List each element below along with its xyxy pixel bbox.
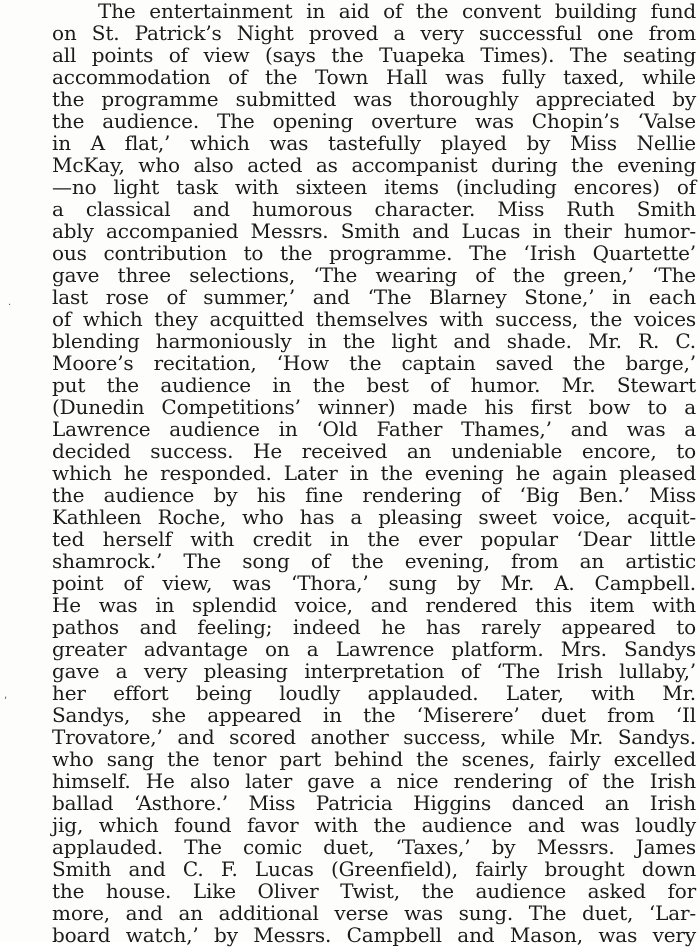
- article-text-line: of which they acquitted themselves with success, the voices: [52, 307, 696, 331]
- article-text-line: Trovatore,’ and scored another success, while Mr. Sandys.: [52, 725, 696, 749]
- article-text-line: Smith and C. F. Lucas (Greenfield), fairly brought down: [52, 857, 696, 881]
- article-text-line: gave three selections, ‘The wearing of the green,’ ‘The: [52, 263, 696, 287]
- article-text-line: the house. Like Oliver Twist, the audience asked for: [52, 879, 696, 903]
- article-text-line: the audience. The opening overture was Chopin’s ‘Valse: [52, 109, 696, 133]
- article-text-line: He was in splendid voice, and rendered this item with: [52, 593, 696, 617]
- article-text-line: in A flat,’ which was tastefully played by Miss Nellie: [52, 131, 696, 155]
- article-text-line: blending harmoniously in the light and shade. Mr. R. C.: [52, 329, 696, 353]
- article-text-line: a classical and humorous character. Miss Ruth Smith: [52, 197, 696, 221]
- article-text-line: last rose of summer,’ and ‘The Blarney Stone,’ in each: [52, 285, 696, 309]
- article-text-line: jig, which found favor with the audience and was loudly: [52, 813, 696, 837]
- article-text-line: (Dunedin Competitions’ winner) made his first bow to a: [52, 395, 696, 419]
- article-text-line: gave a very pleasing interpretation of ‘The Irish lullaby,’: [52, 659, 696, 683]
- article-text-line: her effort being loudly applauded. Later, with Mr.: [52, 681, 696, 705]
- article-text-line: The entertainment in aid of the convent building fund: [98, 0, 696, 23]
- article-text-line: on St. Patrick’s Night proved a very successful one from: [52, 21, 696, 45]
- article-text-line: Moore’s recitation, ‘How the captain saved the barge,’: [52, 351, 696, 375]
- article-text-line: ted herself with credit in the ever popular ‘Dear little: [52, 527, 696, 551]
- article-text-line: greater advantage on a Lawrence platform. Mrs. Sandys: [52, 637, 696, 661]
- article-text-line: ably accompanied Messrs. Smith and Lucas in their humor-: [52, 219, 696, 243]
- article-text-line: ous contribution to the programme. The ‘Irish Quartette’: [52, 241, 696, 265]
- margin-speck: ,: [4, 690, 8, 701]
- article-text-line: more, and an additional verse was sung. The duet, ‘Lar-: [52, 901, 696, 925]
- article-text-line: McKay, who also acted as accompanist during the evening: [52, 153, 696, 177]
- article-text-line: board watch,’ by Messrs. Campbell and Mason, was very: [52, 923, 696, 947]
- article-text-line: the audience by his fine rendering of ‘Big Ben.’ Miss: [52, 483, 696, 507]
- article-text-line: Sandys, she appeared in the ‘Miserere’ duet from ‘Il: [52, 703, 696, 727]
- article-text-line: pathos and feeling; indeed he has rarely appeared to: [52, 615, 696, 639]
- article-text-line: accommodation of the Town Hall was fully taxed, while: [52, 65, 696, 89]
- article-text-line: himself. He also later gave a nice rendering of the Irish: [52, 769, 696, 793]
- article-text-line: ballad ‘Asthore.’ Miss Patricia Higgins danced an Irish: [52, 791, 696, 815]
- article-text-line: all points of view (says the Tuapeka Times). The seating: [52, 43, 696, 67]
- article-text-line: Lawrence audience in ‘Old Father Thames,’ and was a: [52, 417, 696, 441]
- article-text-line: decided success. He received an undeniable encore, to: [52, 439, 696, 463]
- article-text-line: point of view, was ‘Thora,’ sung by Mr. A. Campbell.: [52, 571, 696, 595]
- article-text-line: who sang the tenor part behind the scenes, fairly excelled: [52, 747, 696, 771]
- article-column: [52, 0, 696, 946]
- article-text-line: put the audience in the best of humor. Mr. Stewart: [52, 373, 696, 397]
- margin-speck: ·: [8, 300, 12, 311]
- article-text-line: the programme submitted was thoroughly appreciated by: [52, 87, 696, 111]
- article-text-line: shamrock.’ The song of the evening, from an artistic: [52, 549, 696, 573]
- article-text-line: —no light task with sixteen items (including encores) of: [52, 175, 696, 199]
- article-text-line: applauded. The comic duet, ‘Taxes,’ by Messrs. James: [52, 835, 696, 859]
- article-text-line: which he responded. Later in the evening he again pleased: [52, 461, 696, 485]
- article-text-line: Kathleen Roche, who has a pleasing sweet voice, acquit-: [52, 505, 696, 529]
